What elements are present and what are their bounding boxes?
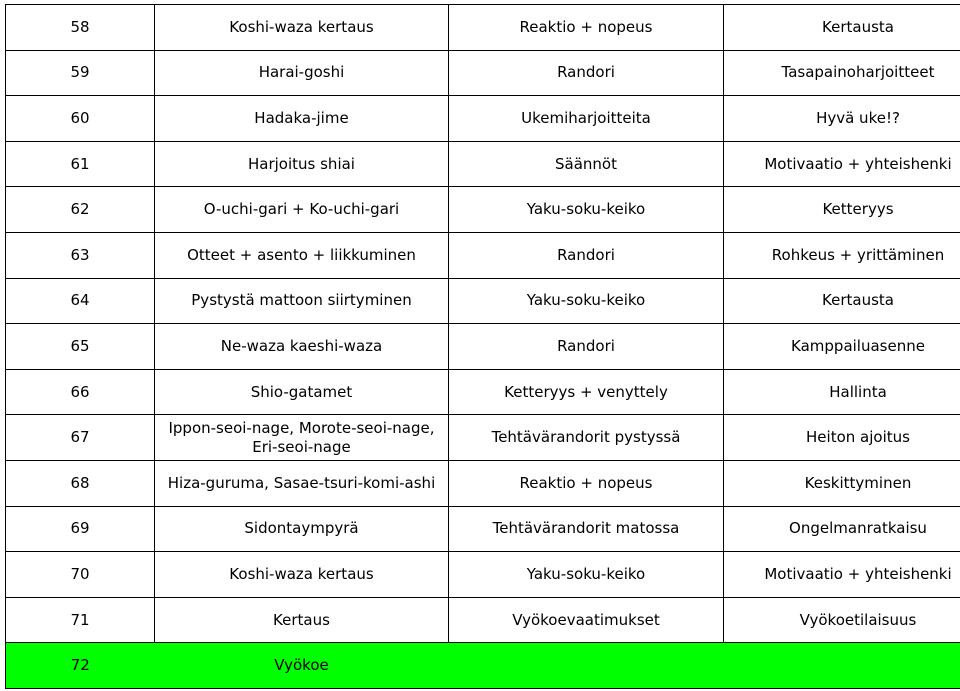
lesson-number-cell: 68 [6, 460, 155, 506]
lesson-number-cell: 64 [6, 278, 155, 324]
drill-cell: Yaku-soku-keiko [449, 278, 724, 324]
technique-cell: Ne-waza kaeshi-waza [155, 324, 449, 370]
technique-cell: Hiza-guruma, Sasae-tsuri-komi-ashi [155, 460, 449, 506]
table-row [6, 369, 960, 415]
drill-cell: Vyökoevaatimukset [449, 597, 724, 643]
lesson-number-cell: 70 [6, 552, 155, 598]
table-row-highlighted [6, 643, 960, 689]
theme-cell: Keskittyminen [724, 460, 960, 506]
table-row [6, 506, 960, 552]
technique-cell: Otteet + asento + liikkuminen [155, 232, 449, 278]
drill-cell [449, 643, 724, 689]
technique-cell [155, 415, 449, 461]
technique-cell: Pystystä mattoon siirtyminen [155, 278, 449, 324]
table-row [6, 324, 960, 370]
theme-cell: Kertausta [724, 278, 960, 324]
lesson-number-cell: 69 [6, 506, 155, 552]
table-row [6, 187, 960, 233]
lesson-number-cell: 61 [6, 141, 155, 187]
technique-cell: Shio-gatamet [155, 369, 449, 415]
drill-cell: Ukemiharjoitteita [449, 96, 724, 142]
lesson-number-cell: 67 [6, 415, 155, 461]
theme-cell: Ketteryys [724, 187, 960, 233]
lesson-number-cell: 66 [6, 369, 155, 415]
table-row [6, 96, 960, 142]
lesson-number-cell: 59 [6, 50, 155, 96]
drill-cell: Tehtävärandorit pystyssä [449, 415, 724, 461]
drill-cell: Yaku-soku-keiko [449, 552, 724, 598]
table-row [6, 50, 960, 96]
table-row [6, 460, 960, 506]
table-row [6, 552, 960, 598]
theme-cell: Tasapainoharjoitteet [724, 50, 960, 96]
theme-cell: Hyvä uke!? [724, 96, 960, 142]
table-row [6, 278, 960, 324]
drill-cell: Yaku-soku-keiko [449, 187, 724, 233]
theme-cell: Hallinta [724, 369, 960, 415]
lesson-number-cell: 65 [6, 324, 155, 370]
lesson-number-cell: 60 [6, 96, 155, 142]
technique-line: Eri-seoi-nage [252, 437, 351, 456]
theme-cell: Kertausta [724, 5, 960, 51]
theme-cell: Motivaatio + yhteishenki [724, 552, 960, 598]
theme-cell: Heiton ajoitus [724, 415, 960, 461]
theme-cell [724, 643, 960, 689]
lesson-number-cell: 62 [6, 187, 155, 233]
lesson-number-cell: 63 [6, 232, 155, 278]
drill-cell: Reaktio + nopeus [449, 460, 724, 506]
drill-cell: Randori [449, 324, 724, 370]
drill-cell: Ketteryys + venyttely [449, 369, 724, 415]
technique-cell: Koshi-waza kertaus [155, 5, 449, 51]
table-row [6, 597, 960, 643]
lesson-plan-table [5, 4, 960, 689]
table-row [6, 415, 960, 461]
technique-cell: O-uchi-gari + Ko-uchi-gari [155, 187, 449, 233]
technique-cell: Sidontaympyrä [155, 506, 449, 552]
lesson-number-cell: 71 [6, 597, 155, 643]
table-row [6, 232, 960, 278]
drill-cell: Säännöt [449, 141, 724, 187]
drill-cell: Randori [449, 232, 724, 278]
technique-cell: Vyökoe [155, 643, 449, 689]
table-row [6, 5, 960, 51]
theme-cell: Vyökoetilaisuus [724, 597, 960, 643]
technique-cell: Harai-goshi [155, 50, 449, 96]
technique-cell: Hadaka-jime [155, 96, 449, 142]
technique-line: Ippon-seoi-nage, Morote-seoi-nage, [168, 418, 435, 437]
lesson-number-cell: 58 [6, 5, 155, 51]
theme-cell: Motivaatio + yhteishenki [724, 141, 960, 187]
table-row [6, 141, 960, 187]
technique-cell: Kertaus [155, 597, 449, 643]
drill-cell: Randori [449, 50, 724, 96]
theme-cell: Rohkeus + yrittäminen [724, 232, 960, 278]
theme-cell: Ongelmanratkaisu [724, 506, 960, 552]
drill-cell: Reaktio + nopeus [449, 5, 724, 51]
lesson-number-cell: 72 [6, 643, 155, 689]
drill-cell: Tehtävärandorit matossa [449, 506, 724, 552]
technique-cell: Harjoitus shiai [155, 141, 449, 187]
technique-cell: Koshi-waza kertaus [155, 552, 449, 598]
theme-cell: Kamppailuasenne [724, 324, 960, 370]
